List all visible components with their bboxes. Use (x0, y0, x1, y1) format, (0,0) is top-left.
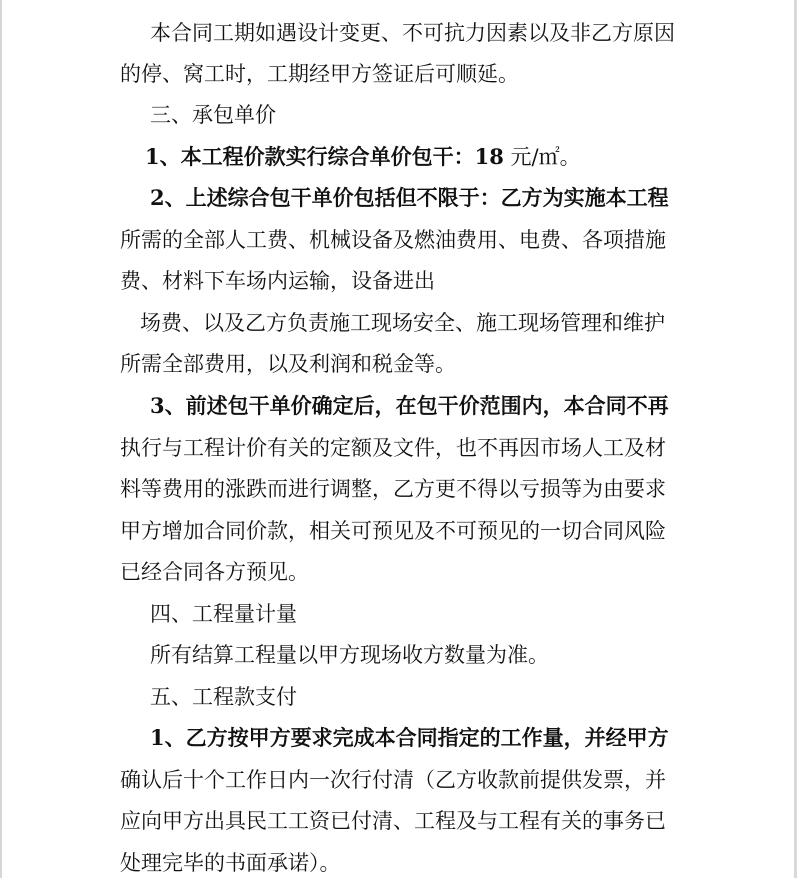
paragraph-line: 所有结算工程量以甲方现场收方数量为准。 (150, 643, 549, 667)
paragraph-line: 应向甲方出具民工工资已付清、工程及与工程有关的事务已 (120, 809, 666, 833)
paragraph-line: 所需全部费用，以及利润和税金等。 (120, 352, 456, 376)
paragraph-line: 本合同工期如遇设计变更、不可抗力因素以及非乙方原因 (150, 21, 675, 45)
paragraph-line: 场费、以及乙方负责施工现场安全、施工现场管理和维护 (140, 311, 665, 335)
paragraph-line: 甲方增加合同价款，相关可预见及不可预见的一切合同风险 (120, 519, 666, 543)
unit-price-unit: 元/㎡。 (503, 145, 581, 169)
paragraph-line (0, 142, 797, 172)
paragraph-line: 2、上述综合包干单价包括但不限于：乙方为实施本工程 (150, 185, 669, 210)
paragraph-line: 所需的全部人工费、机械设备及燃油费用、电费、各项措施 (120, 228, 666, 252)
section-heading: 四、工程量计量 (150, 602, 297, 626)
paragraph-line: 处理完毕的书面承诺）。 (120, 851, 341, 875)
paragraph-line: 1、乙方按甲方要求完成本合同指定的工作量，并经甲方 (150, 725, 669, 750)
paragraph-line: 确认后十个工作日内一次行付清（乙方收款前提供发票，并 (120, 768, 666, 792)
paragraph-line: 执行与工程计价有关的定额及文件，也不再因市场人工及材 (120, 436, 666, 460)
paragraph-line: 已经合同各方预见。 (120, 560, 309, 584)
clause-text: 1、本工程价款实行综合单价包干： (145, 144, 475, 169)
unit-price-value: 18 (474, 144, 504, 169)
section-heading: 三、承包单价 (150, 103, 276, 127)
paragraph-line: 料等费用的涨跌而进行调整，乙方更不得以亏损等为由要求 (120, 477, 666, 501)
section-heading: 五、工程款支付 (150, 685, 297, 709)
paragraph-line: 费、材料下车场内运输，设备进出 (120, 269, 435, 293)
paragraph-line: 3、前述包干单价确定后，在包干价范围内，本合同不再 (150, 393, 669, 418)
paragraph-line: 的停、窝工时，工期经甲方签证后可顺延。 (120, 62, 519, 86)
